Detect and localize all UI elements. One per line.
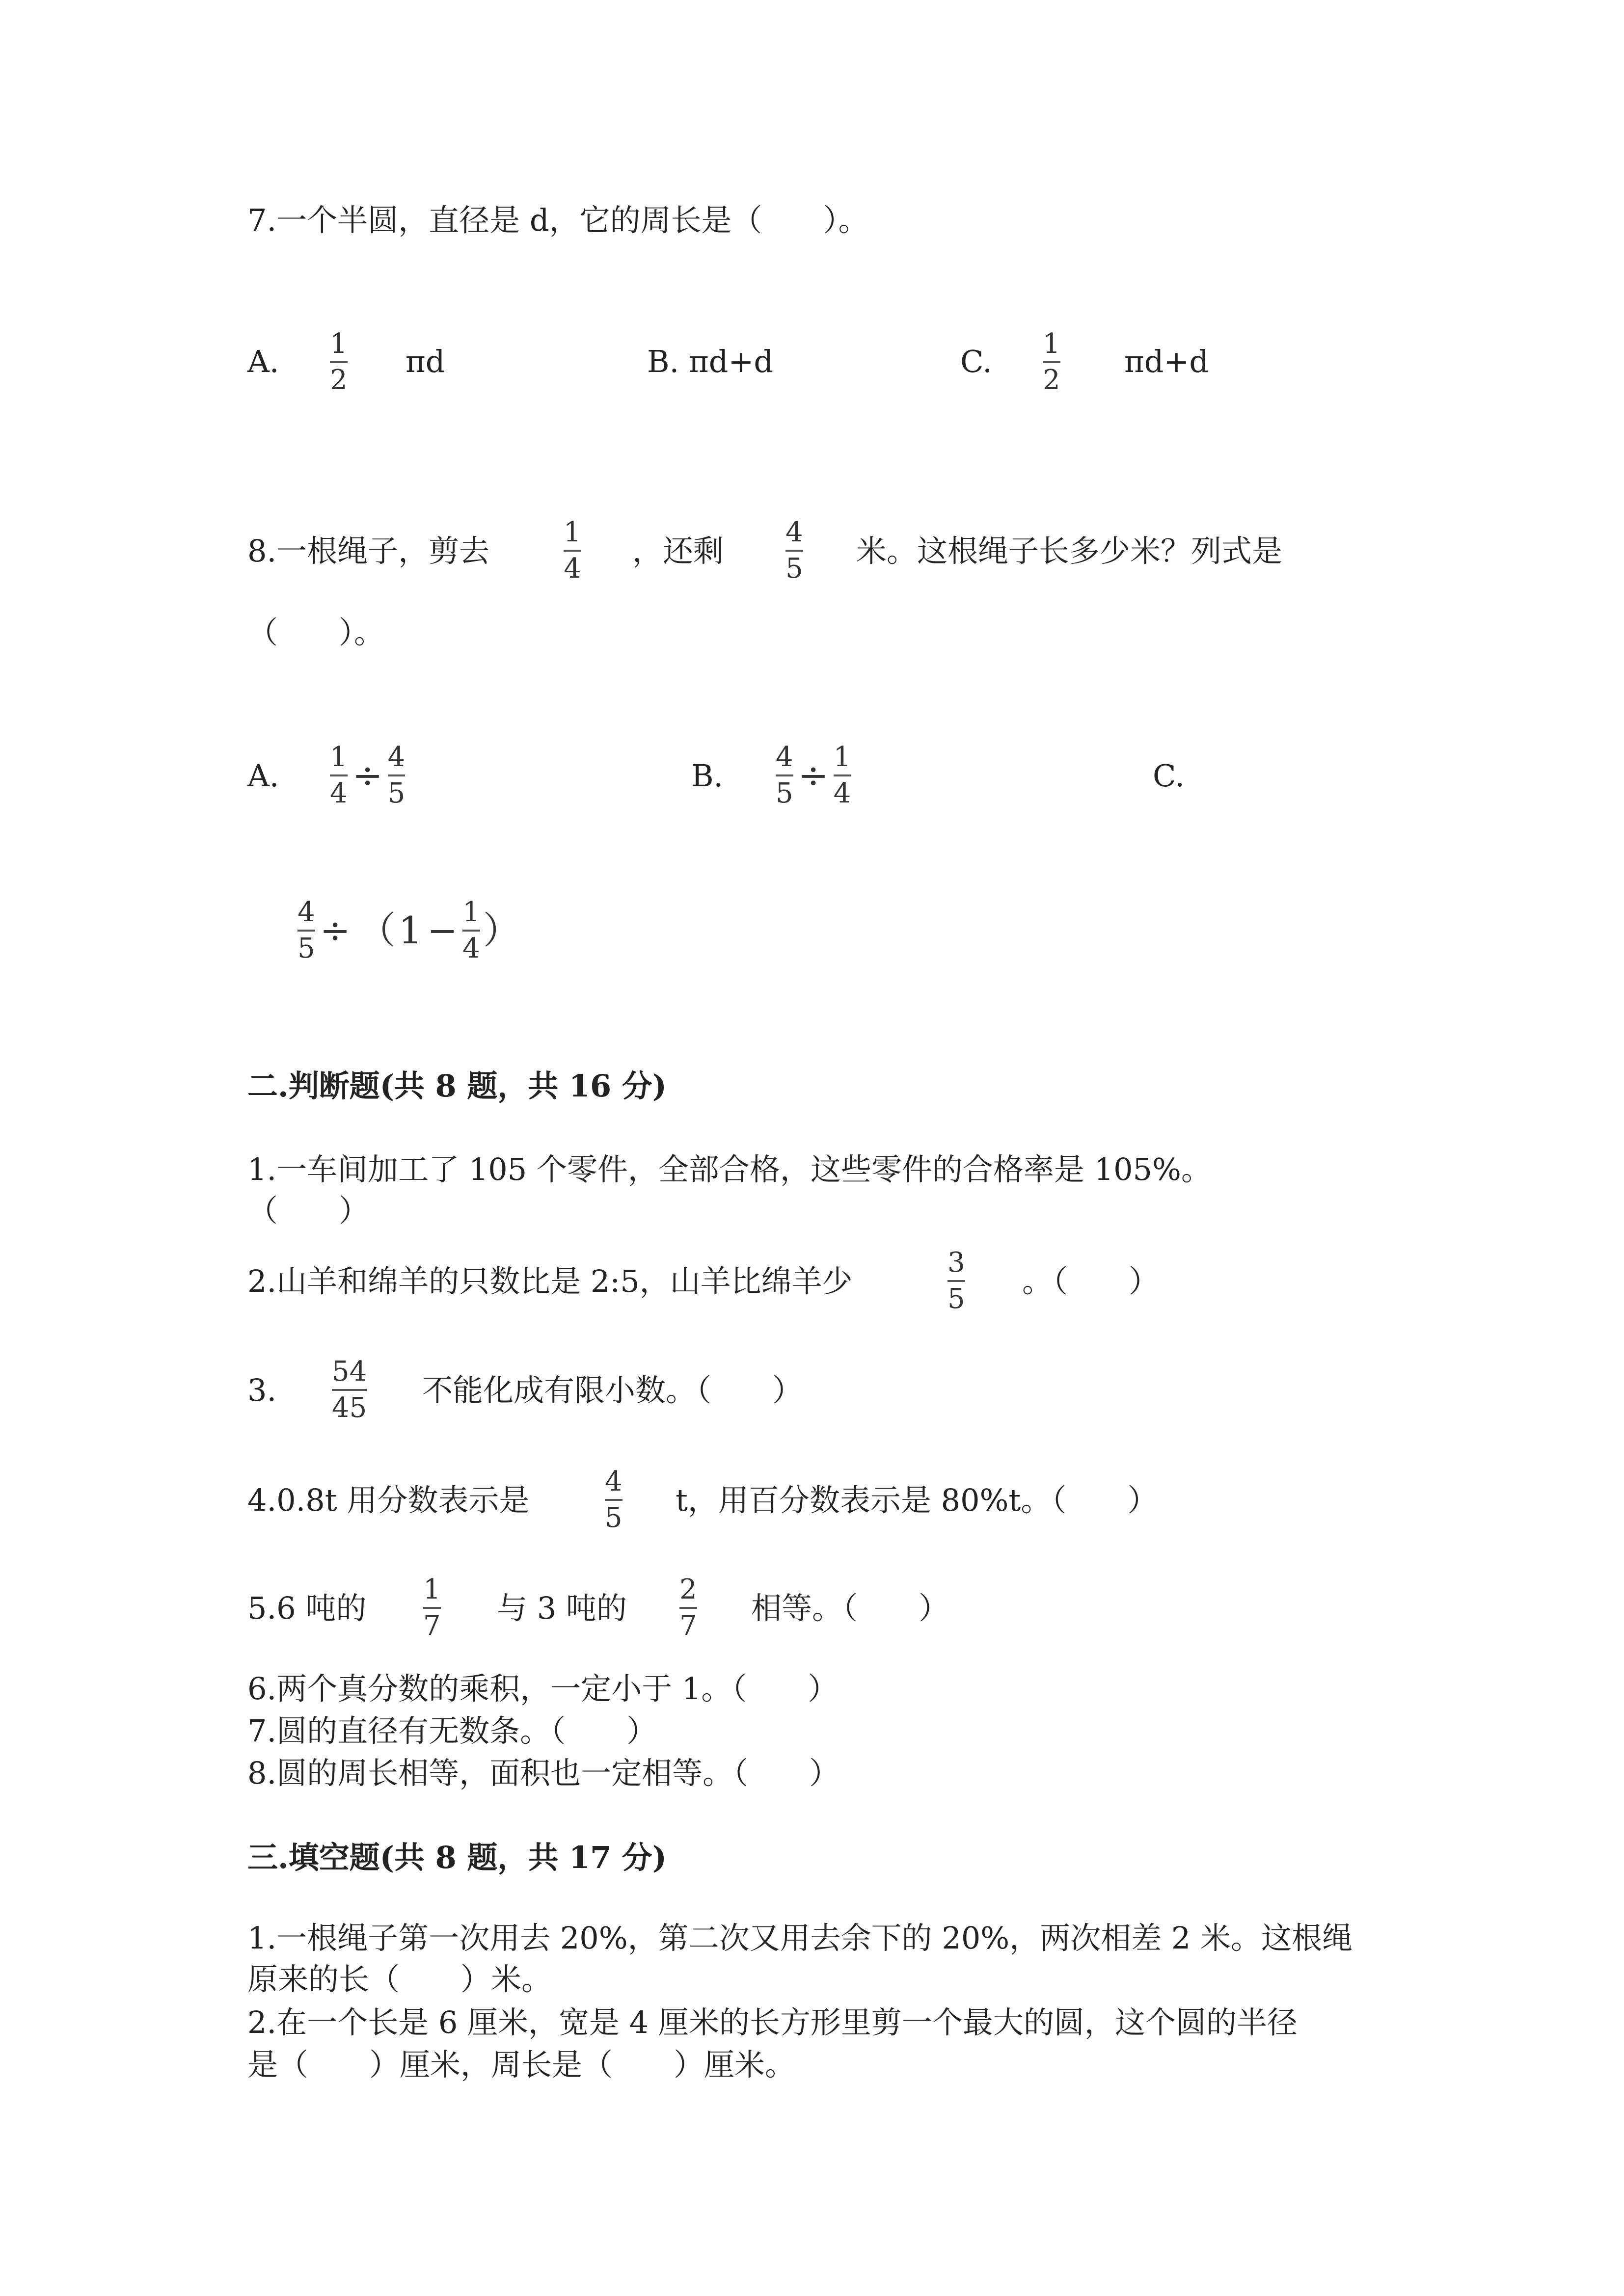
fraction-bar: [332, 1389, 367, 1391]
q8-option-a-expression: [330, 741, 405, 810]
numerator: 4: [785, 516, 803, 548]
denominator: 5: [387, 777, 406, 809]
sec2-q6: 6.两个真分数的乘积，一定小于 1。（ ）: [247, 1671, 839, 1707]
numerator: 1: [330, 741, 348, 773]
q8-stem-part2: ，还剩: [632, 533, 724, 569]
numerator: 1: [330, 328, 348, 360]
sec2-q5-mid: 与 3 吨的: [497, 1590, 627, 1626]
numerator: 4: [605, 1466, 623, 1497]
divide-sign: ÷: [352, 754, 383, 797]
sec2-q4-tail: t，用百分数表示是 80%t。（ ）: [676, 1482, 1158, 1518]
sec2-q3-number: 3.: [247, 1372, 277, 1408]
minus-sign: −: [427, 909, 458, 952]
numerator: 1: [423, 1574, 441, 1605]
sec2-q3-text: 不能化成有限小数。（ ）: [422, 1372, 803, 1408]
numerator: 1: [462, 896, 480, 928]
numerator: 1: [564, 516, 581, 548]
sec2-q4-text: 4.0.8t 用分数表示是: [247, 1482, 530, 1518]
divide-sign: ÷: [798, 754, 829, 797]
fraction: [834, 741, 851, 810]
fraction-bar: [564, 550, 581, 552]
fraction: [388, 741, 406, 810]
denominator: 4: [564, 553, 581, 585]
q7-option-c-label: C.: [960, 344, 992, 379]
q7-option-c-text: πd+d: [1124, 344, 1209, 379]
numerator: 4: [387, 741, 406, 773]
denominator: 45: [332, 1392, 367, 1424]
sec3-q1-line1: 1.一根绳子第一次用去 20%，第二次又用去余下的 20%，两次相差 2 米。这根绳: [247, 1920, 1353, 1956]
q7-option-a-text: πd: [406, 344, 445, 379]
section-2-title: 二.判断题(共 8 题，共 16 分): [247, 1068, 667, 1104]
fraction-bar: [423, 1607, 441, 1609]
fraction-bar: [605, 1499, 623, 1501]
denominator: 7: [423, 1610, 441, 1642]
sec3-q2-line2: 是（ ）厘米，周长是（ ）厘米。: [247, 2047, 796, 2082]
denominator: 5: [785, 553, 803, 585]
q8-option-b-label: B.: [691, 758, 724, 794]
right-paren: ）: [483, 908, 520, 952]
fraction-bar: [330, 361, 348, 363]
q7-option-a-fraction: [330, 328, 348, 397]
fraction-bar: [679, 1607, 697, 1609]
sec2-q7: 7.圆的直径有无数条。（ ）: [247, 1713, 657, 1749]
q8-stem-part1: 8.一根绳子，剪去: [247, 533, 490, 569]
fraction: [330, 741, 348, 810]
numerator: 3: [947, 1247, 965, 1279]
fraction-bar: [298, 930, 315, 932]
q8-option-a-label: A.: [247, 758, 279, 794]
q8-stem-part4: （ ）。: [247, 614, 385, 650]
sec2-q1-line2: （ ）: [247, 1193, 370, 1228]
sec2-q5-fraction-2: [679, 1574, 697, 1642]
fraction-bar: [947, 1280, 965, 1282]
q7-option-a-label: A.: [247, 344, 279, 379]
sec2-q5-fraction-1: [423, 1574, 441, 1642]
q8-stem-fraction-2: [785, 516, 803, 585]
fraction-bar: [330, 774, 348, 776]
divide-sign: ÷: [320, 909, 351, 952]
fraction: [298, 896, 315, 965]
fraction: [462, 896, 480, 965]
denominator: 5: [947, 1283, 965, 1315]
fraction-bar: [388, 774, 406, 776]
q8-option-b-expression: [776, 741, 851, 810]
denominator: 2: [330, 364, 348, 396]
integer-one: 1: [398, 908, 423, 952]
left-paren: （: [358, 908, 396, 952]
denominator: 2: [1043, 364, 1060, 396]
numerator: 1: [833, 741, 851, 773]
fraction-bar: [1043, 361, 1060, 363]
q8-option-c-label: C.: [1153, 758, 1185, 794]
sec2-q3-fraction: [332, 1356, 367, 1424]
fraction-bar: [834, 774, 851, 776]
denominator: 5: [605, 1502, 623, 1534]
denominator: 4: [833, 777, 851, 809]
numerator: 4: [298, 896, 315, 928]
sec3-q1-line2: 原来的长（ ）米。: [247, 1961, 552, 1997]
q7-stem: 7.一个半圆，直径是 d，它的周长是（ ）。: [247, 202, 869, 238]
sec2-q2-text: 2.山羊和绵羊的只数比是 2:5，山羊比绵羊少: [247, 1263, 853, 1299]
fraction-bar: [785, 550, 803, 552]
sec2-q4-fraction: [605, 1466, 623, 1534]
denominator: 5: [776, 777, 793, 809]
q7-option-c-fraction: [1043, 328, 1060, 397]
sec2-q8: 8.圆的周长相等，面积也一定相等。（ ）: [247, 1755, 840, 1791]
q7-option-b: B. πd+d: [647, 344, 774, 379]
q8-stem-fraction-1: [564, 516, 581, 585]
q8-option-c-expression: [298, 896, 523, 965]
sec2-q1-line1: 1.一车间加工了 105 个零件，全部合格，这些零件的合格率是 105%。: [247, 1151, 1212, 1187]
sec2-q2-fraction: [947, 1247, 965, 1315]
denominator: 7: [679, 1610, 697, 1642]
sec2-q5-text: 5.6 吨的: [247, 1590, 367, 1626]
fraction-bar: [462, 930, 480, 932]
numerator: 4: [776, 741, 793, 773]
numerator: 54: [332, 1356, 367, 1388]
denominator: 4: [462, 933, 480, 964]
fraction: [776, 741, 793, 810]
q8-stem-part3: 米。这根绳子长多少米？列式是: [856, 533, 1283, 569]
fraction-bar: [776, 774, 793, 776]
sec3-q2-line1: 2.在一个长是 6 厘米，宽是 4 厘米的长方形里剪一个最大的圆，这个圆的半径: [247, 2004, 1298, 2040]
numerator: 1: [1043, 328, 1060, 360]
section-3-title: 三.填空题(共 8 题，共 17 分): [247, 1840, 667, 1875]
numerator: 2: [679, 1574, 697, 1605]
sec2-q2-tail: 。（ ）: [1022, 1263, 1160, 1299]
denominator: 5: [298, 933, 315, 964]
denominator: 4: [330, 777, 348, 809]
sec2-q5-tail: 相等。（ ）: [751, 1590, 949, 1626]
